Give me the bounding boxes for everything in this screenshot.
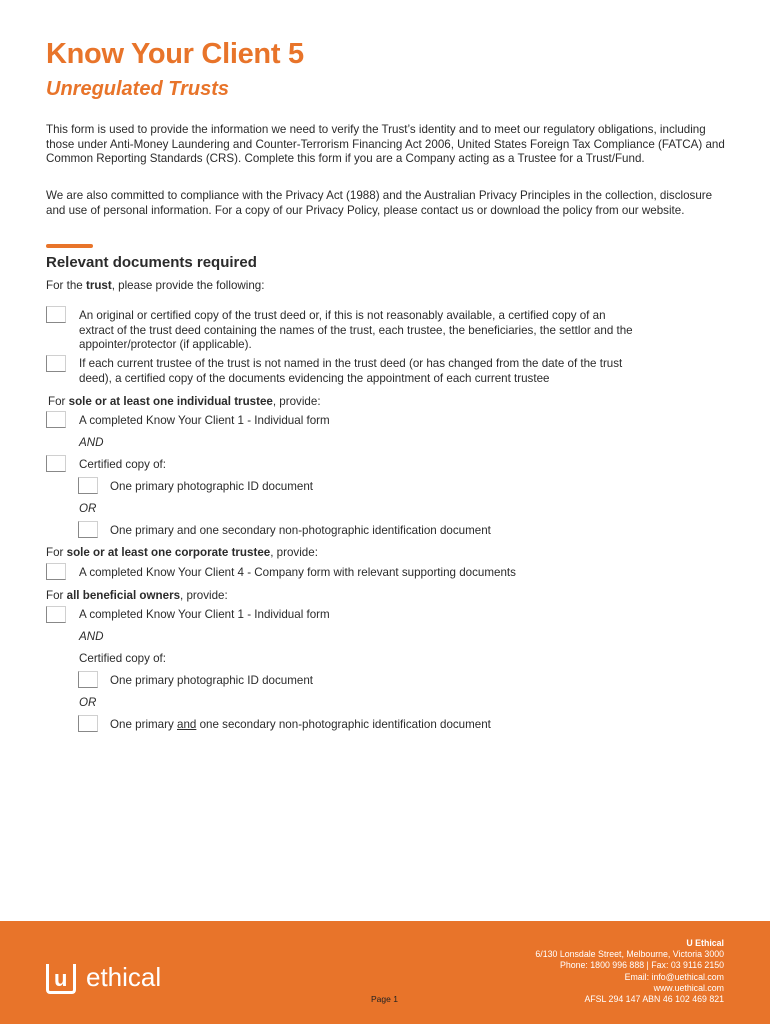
beneficial-certified-text: Certified copy of: <box>79 652 166 665</box>
individual-photo-id-checkbox[interactable] <box>78 477 98 494</box>
footer-afsl: AFSL 294 147 ABN 46 102 469 821 <box>584 994 724 1005</box>
beneficial-owners-lead <box>46 589 228 604</box>
intro-paragraph-1: This form is used to provide the information we need to verify the Trust’s identity and to meet our regulatory obligations, including those under Anti-Money Laundering and Counter-Terrorism Financing Act 2006, United States Foreign Tax Compliance (FATCA) and Common Reporting Standards (CRS). Complete this form if you are a Company acting as a Trustee for a Trust/Fund. <box>46 123 725 166</box>
individual-non-photo-text: One primary and one secondary non-photographic identification document <box>110 524 491 537</box>
corporate-kyc4-text: A completed Know Your Client 4 - Company form with relevant supporting documents <box>79 566 516 579</box>
logo-wordmark: ethical <box>86 962 162 992</box>
trustee-appointment-text: If each current trustee of the trust is not named in the trust deed (or has changed from the date of the trust deed), a certified copy of the documents evidencing the appointment of each current trustee <box>79 357 623 385</box>
individual-photo-id-text: One primary photographic ID document <box>110 480 313 493</box>
beneficial-kyc1-text: A completed Know Your Client 1 - Individual form <box>79 608 330 621</box>
corporate-trustee-lead <box>46 546 318 561</box>
individual-certified-text: Certified copy of: <box>79 458 166 471</box>
beneficial-non-photo-post: one secondary non-photographic identification document <box>196 718 491 731</box>
individual-lead-bold: sole or at least one individual trustee <box>68 395 273 408</box>
beneficial-or-label: OR <box>79 696 97 709</box>
beneficial-non-photo-text <box>110 718 491 733</box>
beneficial-photo-id-checkbox[interactable] <box>78 671 98 688</box>
trust-deed-checkbox[interactable] <box>46 306 66 323</box>
footer-address: 6/130 Lonsdale Street, Melbourne, Victoria 3000 <box>535 949 724 960</box>
form-subtitle: Unregulated Trusts <box>46 78 229 100</box>
footer-company: U Ethical <box>686 938 724 948</box>
corporate-kyc4-checkbox[interactable] <box>46 563 66 580</box>
individual-lead-post: , provide: <box>272 395 321 408</box>
section-heading: Relevant documents required <box>46 254 257 271</box>
page-number: Page 1 <box>371 994 398 1004</box>
trust-lead-post: , please provide the following: <box>111 279 265 292</box>
beneficial-lead-bold: all beneficial owners <box>66 589 181 602</box>
logo-mark-letter: u <box>54 966 68 991</box>
trust-deed-text: An original or certified copy of the trust deed or, if this is not reasonably available, a certified copy of an extract of the trust deed containing the names of the trust, each trustee, the beneficiaries, the settlor and the appointer/protector (if applicable). <box>79 309 633 352</box>
individual-certified-checkbox[interactable] <box>46 455 66 472</box>
footer-phone: Phone: 1800 996 888 | Fax: 03 9116 2150 <box>559 960 724 971</box>
section-divider <box>46 244 93 248</box>
beneficial-lead-pre: For <box>46 589 67 602</box>
trust-lead-pre: For the <box>46 279 86 292</box>
trust-lead-bold: trust <box>85 279 112 292</box>
beneficial-photo-id-text: One primary photographic ID document <box>110 674 313 687</box>
individual-or-label: OR <box>79 502 97 515</box>
corporate-lead-pre: For <box>46 546 67 559</box>
footer-email: Email: info@uethical.com <box>624 971 724 982</box>
corporate-lead-bold: sole or at least one corporate trustee <box>66 546 271 559</box>
corporate-lead-post: , provide: <box>270 546 318 559</box>
form-title: Know Your Client 5 <box>46 38 304 70</box>
beneficial-non-photo-pre: One primary <box>110 718 178 731</box>
individual-lead-pre: For <box>48 395 69 408</box>
intro-paragraph-2: We are also committed to compliance with the Privacy Act (1988) and the Australian Privacy Principles in the collection, disclosure and use of personal information. For a copy of our Privacy Policy, please contact us or download the policy from our website. <box>46 189 713 217</box>
individual-kyc1-checkbox[interactable] <box>46 411 66 428</box>
footer-website: www.uethical.com <box>653 982 724 993</box>
beneficial-non-photo-checkbox[interactable] <box>78 715 98 732</box>
beneficial-lead-post: , provide: <box>180 589 228 602</box>
beneficial-and-label: AND <box>79 630 104 643</box>
individual-and-label: AND <box>79 436 104 449</box>
beneficial-kyc1-checkbox[interactable] <box>46 606 66 623</box>
trust-lead <box>46 279 264 294</box>
individual-trustee-lead <box>48 395 321 410</box>
individual-kyc1-text: A completed Know Your Client 1 - Individual form <box>79 414 330 427</box>
trustee-appointment-checkbox[interactable] <box>46 355 66 372</box>
beneficial-non-photo-and: and <box>177 718 197 731</box>
footer-contact-block <box>535 938 724 1005</box>
individual-non-photo-checkbox[interactable] <box>78 521 98 538</box>
